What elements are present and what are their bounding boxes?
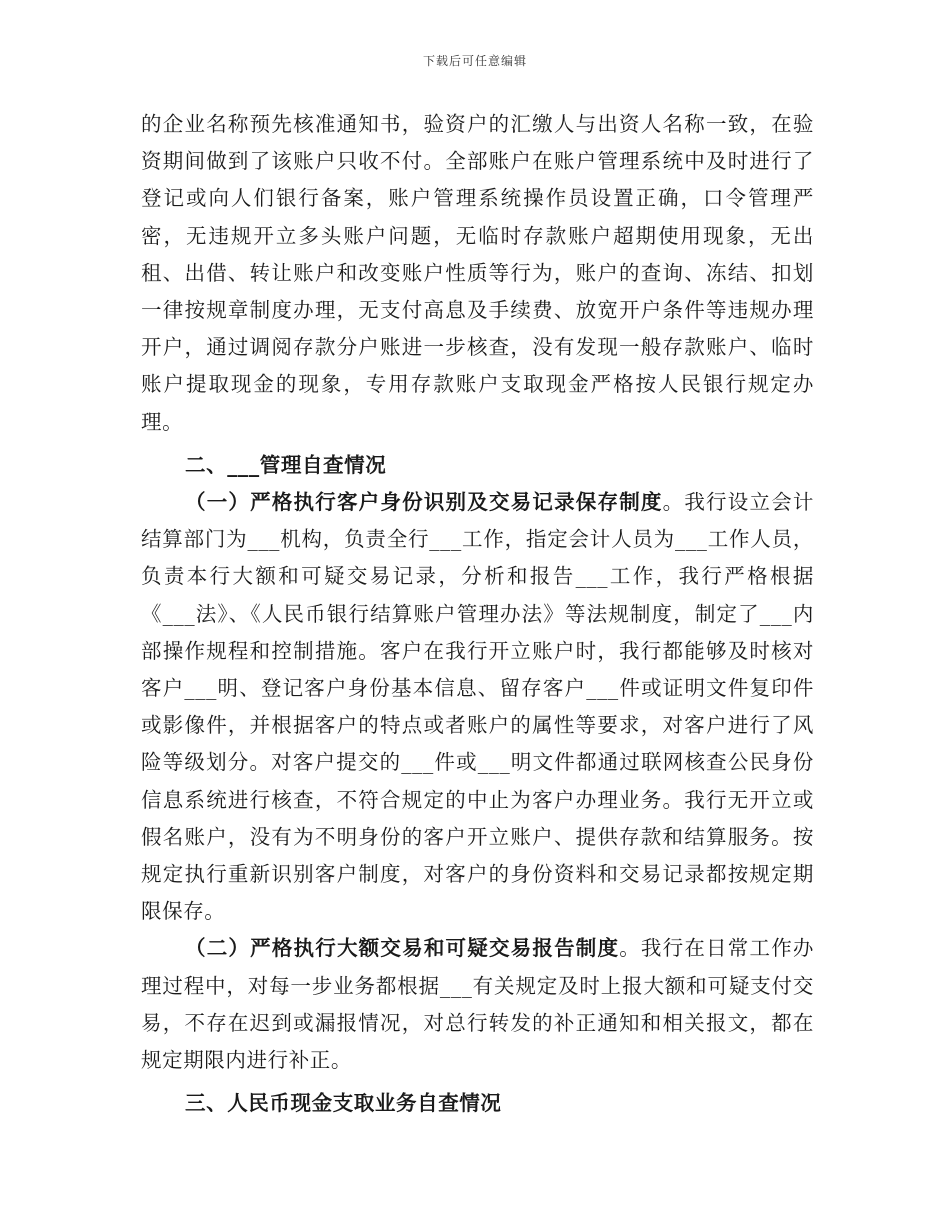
paragraph-account-management: 的企业名称预先核准通知书，验资户的汇缴人与出资人名称一致，在验资期间做到了该账户只收不付。全部账户在账户管理系统中及时进行了登记或向人们银行备案，账户管理系统操作员设置正确，口令管理严密，无违规开立多头账户问题，无临时存款账户超期使用现象，无出租、出借、转让账户和改变账户性质等行为，账户的查询、冻结、扣划一律按规章制度办理，无支付高息及手续费、放宽开户条件等违规办理开户，通过调阅存款分户账进一步核查，没有发现一般存款账户、临时账户提取现金的现象，专用存款账户支取现金严格按人民银行规定办理。 — [141, 112, 814, 434]
section-heading-2: 二、___管理自查情况 — [185, 452, 387, 477]
subheading-large-transaction-report: （二）严格执行大额交易和可疑交易报告制度 — [185, 936, 620, 961]
page-header: 下载后可任意编辑 — [422, 54, 527, 68]
document-body — [141, 106, 814, 1122]
paragraph-large-transaction-report — [141, 930, 814, 1079]
paragraph-customer-identification — [141, 484, 814, 930]
paragraph-customer-identification-text: 。我行设立会计结算部门为___机构，负责全行___工作，指定会计人员为___工作人员，负责本行大额和可疑交易记录，分析和报告___工作，我行严格根据《___法》、《人民币银行结算账户管理办法》等法规制度，制定了___内部操作规程和控制措施。客户在我行开立账户时，我行都能够及时核对客户___明、登记客户身份基本信息、留存客户___件或证明文件复印件或影像件，并根据客户的特点或者账户的属性等要求，对客户进行了风险等级划分。对客户提交的___件或___明文件都通过联网核查公民身份信息系统进行核查，不符合规定的中止为客户办理业务。我行无开立或假名账户，没有为不明身份的客户开立账户、提供存款和结算服务。按规定执行重新识别客户制度，对客户的身份资料和交易记录都按规定期限保存。 — [141, 490, 815, 924]
subheading-customer-identification: （一）严格执行客户身份识别及交易记录保存制度 — [185, 490, 663, 515]
section-heading-3: 三、人民币现金支取业务自查情况 — [185, 1091, 502, 1116]
paragraph-large-transaction-report-text: 。我行在日常工作办理过程中，对每一步业务都根据___有关规定及时上报大额和可疑支付交易，不存在迟到或漏报情况，对总行转发的补正通知和相关报文，都在规定期限内进行补正。 — [141, 936, 815, 1073]
